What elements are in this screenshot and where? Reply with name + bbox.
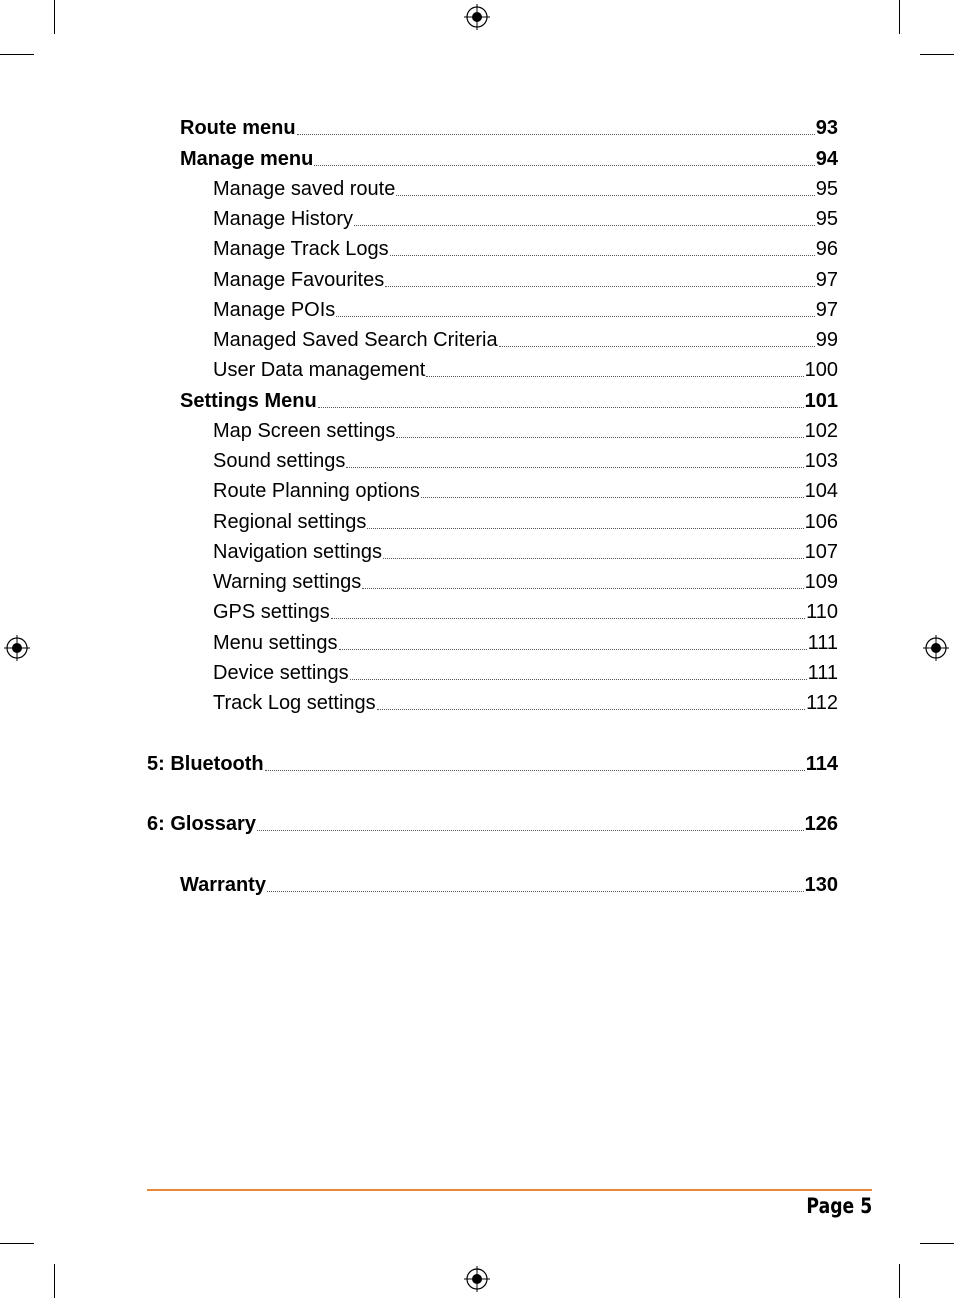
leader-dots (396, 194, 814, 196)
registration-mark-icon (464, 1266, 490, 1292)
toc-entry-page: 106 (804, 511, 838, 533)
footer-rule (147, 1189, 872, 1191)
leader-dots (267, 890, 804, 892)
toc-entry-title: Manage POIs (213, 299, 336, 321)
toc-entry-title: Warranty (180, 874, 266, 896)
toc-entry-title: Regional settings (213, 511, 367, 533)
toc-entry[interactable] (213, 325, 838, 355)
leader-dots (336, 315, 814, 317)
toc-entry[interactable] (213, 537, 838, 567)
toc-entry-title: Settings Menu (180, 390, 317, 412)
toc-entry-title: Manage menu (180, 148, 314, 170)
toc-entry-page: 97 (815, 269, 838, 291)
toc-entry-title: 6: Glossary (147, 813, 256, 835)
leader-dots (297, 133, 815, 135)
toc-entry-page: 111 (807, 662, 838, 684)
toc-entry-page: 99 (815, 329, 838, 351)
toc-entry-title: 5: Bluetooth (147, 753, 264, 775)
crop-mark (899, 0, 900, 34)
toc-entry-title: Device settings (213, 662, 349, 684)
leader-dots (350, 678, 807, 680)
toc-entry-title: Route Planning options (213, 480, 420, 502)
toc-entry[interactable] (180, 386, 838, 416)
toc-entry-page: 102 (804, 420, 838, 442)
toc-entry-title: GPS settings (213, 601, 330, 623)
toc-entry[interactable] (213, 446, 838, 476)
leader-dots (377, 708, 805, 710)
toc-entry-page: 95 (815, 208, 838, 230)
leader-dots (331, 617, 805, 619)
crop-mark (0, 54, 34, 55)
toc-entry-page: 104 (804, 480, 838, 502)
crop-mark (899, 1264, 900, 1298)
toc-entry[interactable] (180, 144, 838, 174)
leader-dots (421, 496, 804, 498)
toc-entry[interactable] (213, 507, 838, 537)
crop-mark (54, 1264, 55, 1298)
toc-entry-title: Route menu (180, 117, 296, 139)
toc-entry[interactable] (213, 355, 838, 385)
leader-dots (362, 587, 803, 589)
toc-entry-page: 93 (815, 117, 838, 139)
leader-dots (367, 527, 803, 529)
toc-entry[interactable] (180, 870, 838, 900)
toc-entry-title: Manage Favourites (213, 269, 385, 291)
leader-dots (354, 224, 815, 226)
toc-entry[interactable] (213, 265, 838, 295)
toc-entry-page: 109 (804, 571, 838, 593)
crop-mark (920, 1243, 954, 1244)
toc-entry-page: 126 (804, 813, 838, 835)
toc-entry[interactable] (147, 809, 838, 839)
toc-entry-page: 111 (807, 632, 838, 654)
registration-mark-icon (464, 4, 490, 30)
toc-entry-title: User Data management (213, 359, 426, 381)
leader-dots (426, 375, 803, 377)
toc-entry-title: Menu settings (213, 632, 338, 654)
toc-entry[interactable] (213, 234, 838, 264)
toc-entry-title: Map Screen settings (213, 420, 396, 442)
toc-entry[interactable] (213, 688, 838, 718)
toc-entry-title: Manage Track Logs (213, 238, 389, 260)
toc-entry-title: Manage saved route (213, 178, 396, 200)
leader-dots (339, 648, 807, 650)
toc-entry-title: Manage History (213, 208, 354, 230)
toc-entry-page: 95 (815, 178, 838, 200)
page-number: Page 5 (806, 1194, 872, 1218)
toc-entry-page: 107 (804, 541, 838, 563)
leader-dots (499, 345, 815, 347)
toc-entry-title: Track Log settings (213, 692, 376, 714)
toc-entry[interactable] (213, 295, 838, 325)
toc-entry-title: Warning settings (213, 571, 362, 593)
toc-entry[interactable] (213, 416, 838, 446)
crop-mark (0, 1243, 34, 1244)
toc-entry[interactable] (213, 567, 838, 597)
toc-entry-page: 97 (815, 299, 838, 321)
toc-entry-page: 101 (804, 390, 838, 412)
crop-mark (54, 0, 55, 34)
leader-dots (265, 769, 805, 771)
leader-dots (383, 557, 804, 559)
toc-entry-page: 96 (815, 238, 838, 260)
leader-dots (346, 466, 803, 468)
toc-entry-page: 103 (804, 450, 838, 472)
leader-dots (257, 829, 804, 831)
toc-entry-title: Sound settings (213, 450, 346, 472)
toc-entry[interactable] (180, 113, 838, 143)
toc-entry-page: 100 (804, 359, 838, 381)
leader-dots (390, 254, 815, 256)
toc-entry[interactable] (213, 174, 838, 204)
leader-dots (385, 285, 815, 287)
toc-entry[interactable] (147, 749, 838, 779)
toc-entry-title: Managed Saved Search Criteria (213, 329, 498, 351)
toc-entry[interactable] (213, 658, 838, 688)
toc-entry-page: 130 (804, 874, 838, 896)
toc-entry[interactable] (213, 476, 838, 506)
toc-entry[interactable] (213, 597, 838, 627)
leader-dots (396, 436, 803, 438)
toc-entry-page: 94 (815, 148, 838, 170)
leader-dots (318, 406, 804, 408)
toc-entry-page: 110 (806, 601, 838, 623)
toc-entry-page: 114 (805, 753, 838, 775)
toc-entry-title: Navigation settings (213, 541, 382, 563)
toc-entry[interactable] (213, 204, 838, 234)
registration-mark-icon (4, 635, 30, 661)
registration-mark-icon (923, 635, 949, 661)
crop-mark (920, 54, 954, 55)
toc-entry[interactable] (213, 628, 838, 658)
toc-entry-page: 112 (806, 692, 838, 714)
leader-dots (314, 164, 814, 166)
